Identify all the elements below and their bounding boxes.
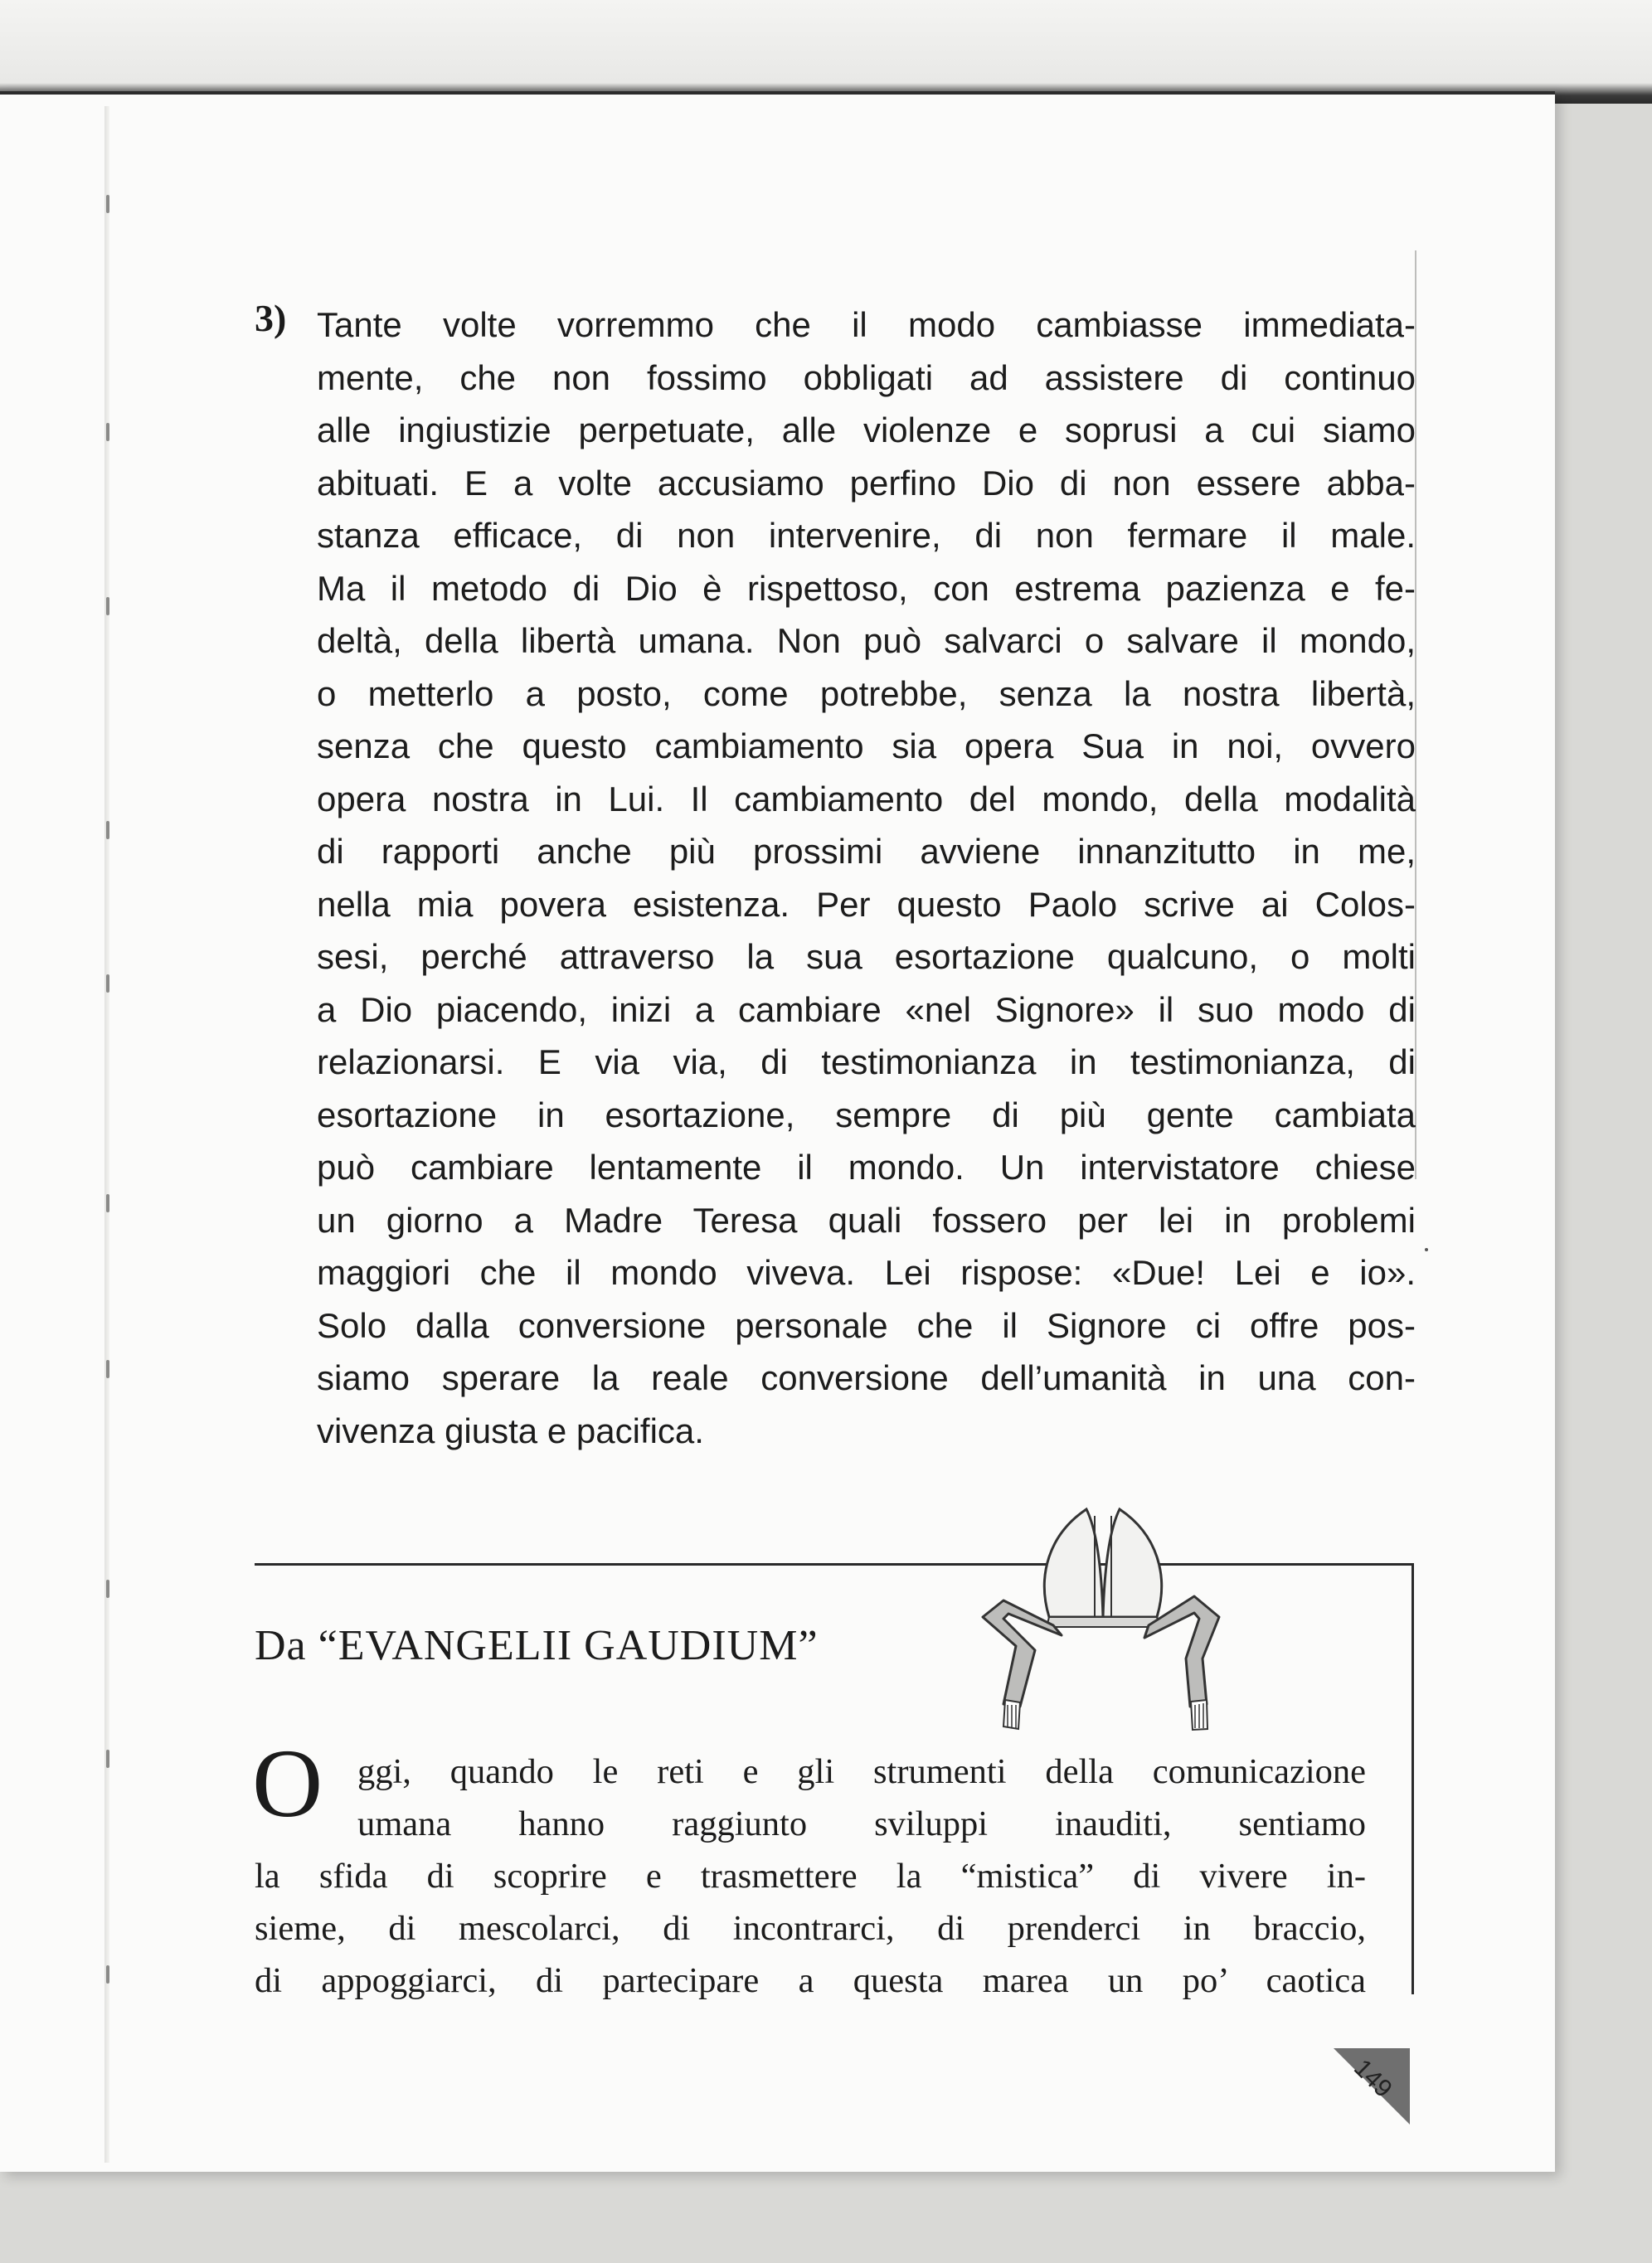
binding-stitch [106, 195, 109, 213]
body-line: Tante volte vorremmo che il modo cambiasse immediata- [317, 305, 1416, 344]
body-line: può cambiare lentamente il mondo. Un intervistatore chiese [317, 1148, 1416, 1187]
body-line: sesi, perché attraverso la sua esortazione qualcuno, o molti [317, 937, 1416, 976]
quote-line: la sfida di scoprire e trasmettere la “mistica” di vivere in- [255, 1857, 1366, 1896]
quote-line: umana hanno raggiunto sviluppi inauditi, sentiamo [357, 1804, 1366, 1843]
binding-stitch [106, 597, 109, 615]
body-line: Solo dalla conversione personale che il Signore ci offre pos- [317, 1305, 1416, 1345]
body-line: stanza efficace, di non intervenire, di non fermare il male. [317, 516, 1416, 555]
body-line: vivenza giusta e pacifica. [317, 1411, 704, 1450]
section-title: Da “EVANGELII GAUDIUM” [255, 1622, 819, 1669]
section-rule-vertical [1411, 1563, 1414, 1994]
body-line: a Dio piacendo, inizi a cambiare «nel Signore» il suo modo di [317, 989, 1416, 1029]
drop-cap: O [252, 1729, 323, 1838]
mitre-icon [970, 1493, 1244, 1733]
quote-line: sieme, di mescolarci, di incontrarci, di prenderci in braccio, [255, 1909, 1366, 1948]
body-line: o metterlo a posto, come potrebbe, senza la nostra libertà, [317, 673, 1416, 713]
body-line: mente, che non fossimo obbligati ad assistere di continuo [317, 357, 1416, 397]
body-line: di rapporti anche più prossimi avviene innanzitutto in me, [317, 832, 1416, 871]
body-line: senza che questo cambiamento sia opera Sua in noi, ovvero [317, 726, 1416, 765]
quote-paragraph [255, 1746, 1366, 2007]
binding-stitch [106, 1194, 109, 1212]
body-line: relazionarsi. E via via, di testimonianza in testimonianza, di [317, 1042, 1416, 1081]
quote-line: ggi, quando le reti e gli strumenti della comunicazione [357, 1752, 1366, 1791]
page-number: 149 [1348, 2054, 1397, 2104]
ink-dot [1425, 1248, 1428, 1251]
body-line: nella mia povera esistenza. Per questo Paolo scrive ai Colos- [317, 884, 1416, 924]
binding-stitch [106, 1965, 109, 1984]
page-gutter [104, 106, 109, 2163]
binding-stitch [106, 974, 109, 993]
body-line: opera nostra in Lui. Il cambiamento del mondo, della modalità [317, 779, 1416, 818]
body-line: un giorno a Madre Teresa quali fossero per lei in problemi [317, 1200, 1416, 1240]
body-paragraph [317, 299, 1416, 1457]
binding-stitch [106, 1580, 109, 1598]
body-line: siamo sperare la reale conversione dell’umanità in una con- [317, 1358, 1416, 1397]
body-line: alle ingiustizie perpetuate, alle violenze e soprusi a cui siamo [317, 410, 1416, 449]
binding-stitch [106, 1360, 109, 1378]
body-line: esortazione in esortazione, sempre di più gente cambiata [317, 1095, 1416, 1134]
quote-line: di appoggiarci, di partecipare a questa marea un po’ caotica [255, 1961, 1366, 2000]
body-line: Ma il metodo di Dio è rispettoso, con estrema pazienza e fe- [317, 568, 1416, 608]
binding-stitch [106, 821, 109, 839]
binding-stitch [106, 423, 109, 441]
body-line: maggiori che il mondo viveva. Lei rispose: «Due! Lei e io». [317, 1253, 1416, 1292]
body-line: abituati. E a volte accusiamo perfino Dio di non essere abba- [317, 463, 1416, 503]
binding-stitch [106, 1750, 109, 1768]
scanner-edge [0, 0, 1652, 104]
item-number: 3) [255, 297, 287, 339]
body-line: deltà, della libertà umana. Non può salvarci o salvare il mondo, [317, 621, 1416, 660]
